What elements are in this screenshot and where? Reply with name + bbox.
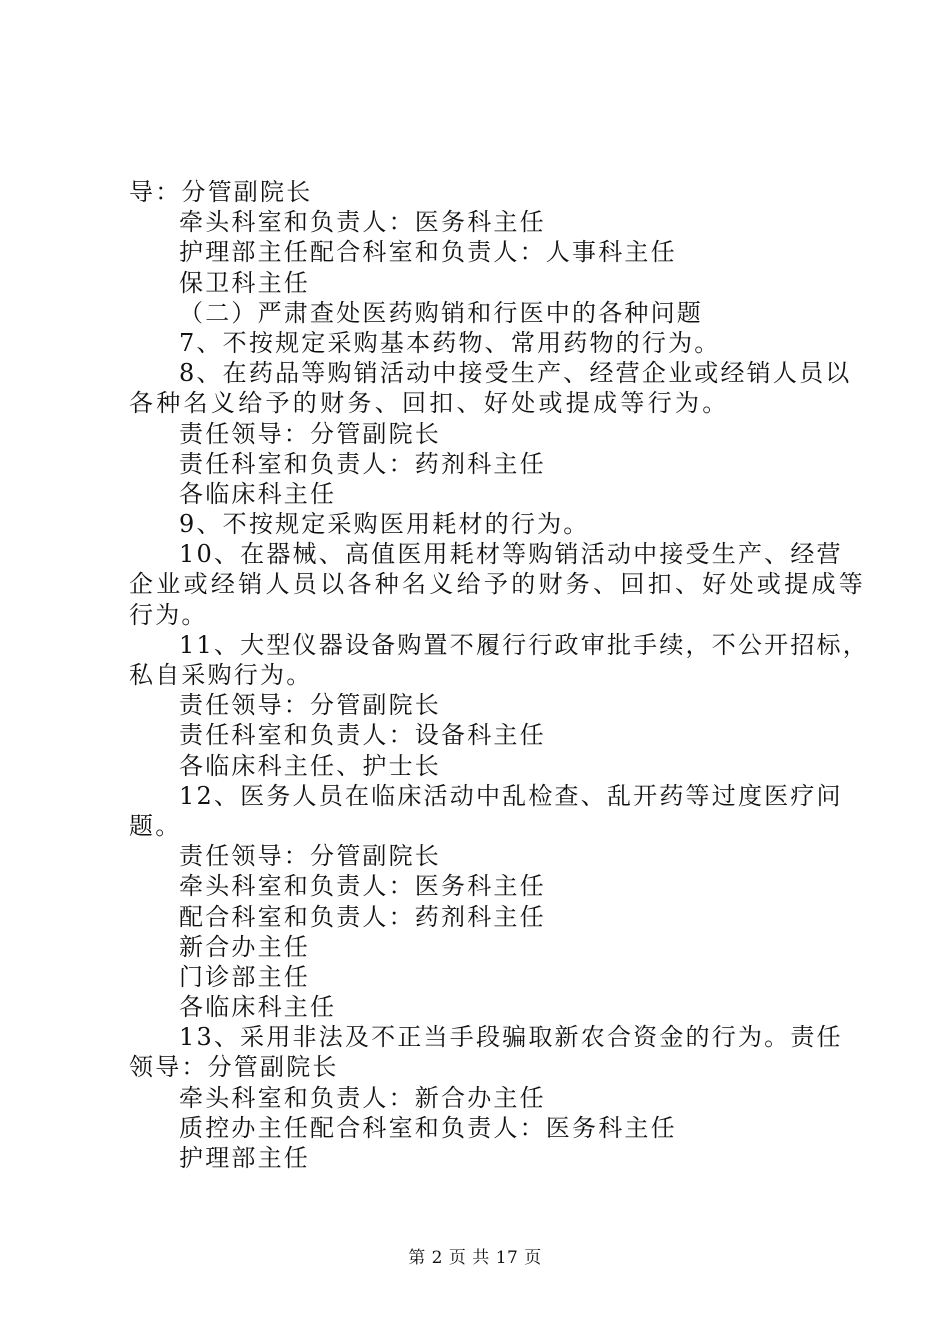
text-line: 10、在器械、高值医用耗材等购销活动中接受生产、经营 (179, 540, 843, 569)
text-line: 牵头科室和负责人：医务科主任 (179, 872, 546, 901)
text-line: 各临床科主任 (179, 993, 337, 1022)
document-body (129, 177, 869, 1173)
text-line: 牵头科室和负责人：医务科主任 (179, 208, 546, 237)
text-line: 牵头科室和负责人：新合办主任 (179, 1083, 546, 1112)
text-line: 配合科室和负责人：药剂科主任 (179, 902, 546, 931)
text-line: 各种名义给予的财务、回扣、好处或提成等行为。 (129, 389, 730, 418)
text-line: 责任领导：分管副院长 (179, 419, 441, 448)
text-line: 行为。 (129, 600, 208, 629)
text-line: 7、不按规定采购基本药物、常用药物的行为。 (179, 328, 721, 357)
text-line: 题。 (129, 811, 182, 840)
text-line: 9、不按规定采购医用耗材的行为。 (179, 510, 590, 539)
section-heading: （二）严肃查处医药购销和行医中的各种问题 (179, 298, 703, 327)
text-line: 责任领导：分管副院长 (179, 691, 441, 720)
text-line: 私自采购行为。 (129, 661, 313, 689)
text-line: 8、在药品等购销活动中接受生产、经营企业或经销人员以 (179, 359, 852, 388)
text-line: 各临床科主任 (179, 479, 337, 508)
text-line: 领导：分管副院长 (129, 1053, 339, 1082)
text-line: 护理部主任 (179, 1144, 310, 1172)
text-line: 企业或经销人员以各种名义给予的财务、回扣、好处或提成等 (129, 570, 867, 599)
text-line: 12、医务人员在临床活动中乱检查、乱开药等过度医疗问 (179, 781, 843, 810)
text-line: 各临床科主任、护士长 (179, 751, 441, 780)
text-line: 责任科室和负责人：设备科主任 (179, 721, 546, 750)
text-line: 护理部主任配合科室和负责人：人事科主任 (179, 238, 677, 267)
text-line: 责任科室和负责人：药剂科主任 (179, 449, 546, 478)
text-line: 11、大型仪器设备购置不履行行政审批手续，不公开招标， (179, 630, 869, 659)
text-line: 新合办主任 (179, 932, 310, 961)
text-line: 导：分管副院长 (129, 178, 313, 206)
text-line: 13、采用非法及不正当手段骗取新农合资金的行为。责任 (179, 1023, 843, 1052)
text-line: 保卫科主任 (179, 268, 310, 297)
text-line: 门诊部主任 (179, 962, 310, 991)
text-line: 质控办主任配合科室和负责人：医务科主任 (179, 1113, 677, 1142)
page-number-footer: 第 2 页 共 17 页 (408, 1248, 542, 1268)
text-line: 责任领导：分管副院长 (179, 842, 441, 871)
